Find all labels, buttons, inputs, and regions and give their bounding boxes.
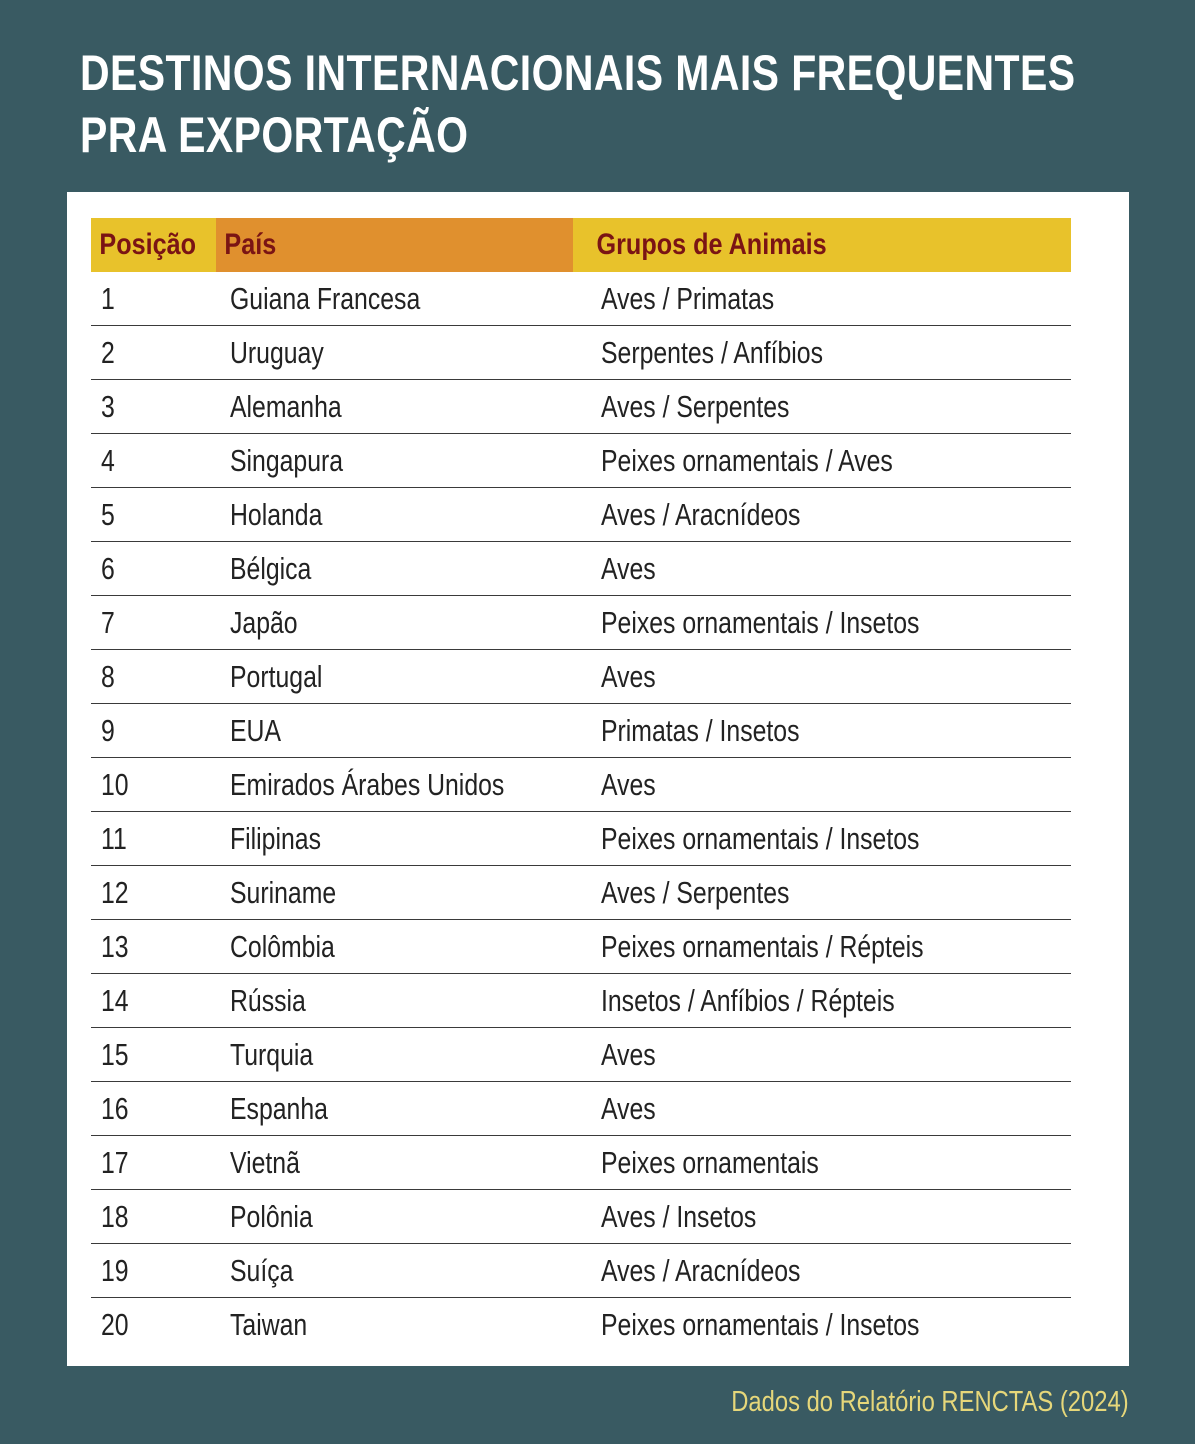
table-row xyxy=(91,434,1071,488)
cell-position: 15 xyxy=(101,1037,129,1072)
cell-position: 16 xyxy=(101,1091,129,1126)
cell-country: Singapura xyxy=(230,443,344,478)
cell-position: 9 xyxy=(101,713,115,748)
cell-groups: Aves xyxy=(601,659,656,694)
cell-groups: Aves / Aracnídeos xyxy=(601,1253,801,1288)
cell-groups: Primatas / Insetos xyxy=(601,713,800,748)
cell-country: Emirados Árabes Unidos xyxy=(230,767,505,802)
cell-country: Holanda xyxy=(230,497,323,532)
source-note: Dados do Relatório RENCTAS (2024) xyxy=(731,1386,1129,1418)
cell-country: Guiana Francesa xyxy=(230,281,421,316)
cell-country: Bélgica xyxy=(230,551,312,586)
cell-groups: Aves xyxy=(601,1091,656,1126)
destinations-table xyxy=(91,218,1071,1351)
table-row xyxy=(91,812,1071,866)
cell-country: EUA xyxy=(230,713,281,748)
cell-country: Vietnã xyxy=(230,1145,300,1180)
header-position: Posição xyxy=(91,218,216,272)
cell-position: 1 xyxy=(101,281,115,316)
cell-position: 12 xyxy=(101,875,129,910)
cell-position: 20 xyxy=(101,1307,129,1342)
cell-country: Polônia xyxy=(230,1199,313,1234)
page-title xyxy=(80,42,1076,166)
cell-groups: Aves / Aracnídeos xyxy=(601,497,801,532)
title-line-1: DESTINOS INTERNACIONAIS MAIS FREQUENTES xyxy=(80,45,1076,101)
cell-position: 11 xyxy=(101,821,127,856)
cell-position: 18 xyxy=(101,1199,129,1234)
cell-groups: Peixes ornamentais xyxy=(601,1145,819,1180)
cell-country: Rússia xyxy=(230,983,306,1018)
cell-country: Suriname xyxy=(230,875,337,910)
table-body xyxy=(91,272,1071,1351)
cell-groups: Peixes ornamentais / Aves xyxy=(601,443,893,478)
cell-country: Colômbia xyxy=(230,929,335,964)
cell-position: 14 xyxy=(101,983,129,1018)
table-row xyxy=(91,542,1071,596)
cell-position: 19 xyxy=(101,1253,129,1288)
table-row xyxy=(91,974,1071,1028)
table-card xyxy=(67,192,1129,1366)
cell-country: Portugal xyxy=(230,659,323,694)
table-row xyxy=(91,1244,1071,1298)
table-row xyxy=(91,1028,1071,1082)
cell-groups: Aves / Serpentes xyxy=(601,389,790,424)
cell-country: Taiwan xyxy=(230,1307,308,1342)
table-row xyxy=(91,920,1071,974)
table-row xyxy=(91,650,1071,704)
table-row xyxy=(91,380,1071,434)
cell-groups: Aves / Serpentes xyxy=(601,875,790,910)
table-header xyxy=(91,218,1071,272)
cell-groups: Peixes ornamentais / Insetos xyxy=(601,605,920,640)
table-row xyxy=(91,866,1071,920)
table-row xyxy=(91,1190,1071,1244)
table-row xyxy=(91,758,1071,812)
cell-groups: Aves xyxy=(601,1037,656,1072)
header-country: País xyxy=(216,218,573,272)
cell-position: 10 xyxy=(101,767,129,802)
cell-position: 17 xyxy=(101,1145,129,1180)
cell-groups: Serpentes / Anfíbios xyxy=(601,335,823,370)
cell-position: 2 xyxy=(101,335,115,370)
cell-position: 3 xyxy=(101,389,115,424)
cell-position: 4 xyxy=(101,443,115,478)
header-groups: Grupos de Animais xyxy=(573,218,1071,272)
cell-country: Suíça xyxy=(230,1253,294,1288)
cell-position: 5 xyxy=(101,497,115,532)
cell-groups: Insetos / Anfíbios / Répteis xyxy=(601,983,895,1018)
cell-country: Espanha xyxy=(230,1091,328,1126)
cell-position: 8 xyxy=(101,659,115,694)
cell-country: Turquia xyxy=(230,1037,314,1072)
cell-groups: Aves xyxy=(601,551,656,586)
table-row xyxy=(91,704,1071,758)
cell-country: Japão xyxy=(230,605,298,640)
cell-country: Alemanha xyxy=(230,389,342,424)
cell-groups: Peixes ornamentais / Insetos xyxy=(601,821,920,856)
cell-country: Filipinas xyxy=(230,821,321,856)
cell-groups: Peixes ornamentais / Répteis xyxy=(601,929,924,964)
table-row xyxy=(91,326,1071,380)
cell-groups: Peixes ornamentais / Insetos xyxy=(601,1307,920,1342)
table-row xyxy=(91,272,1071,326)
cell-position: 6 xyxy=(101,551,115,586)
table-row xyxy=(91,1082,1071,1136)
cell-position: 7 xyxy=(101,605,115,640)
title-line-2: PRA EXPORTAÇÃO xyxy=(80,107,469,163)
cell-groups: Aves / Primatas xyxy=(601,281,775,316)
cell-position: 13 xyxy=(101,929,129,964)
table-row xyxy=(91,488,1071,542)
cell-country: Uruguay xyxy=(230,335,324,370)
table-row xyxy=(91,1298,1071,1351)
cell-groups: Aves xyxy=(601,767,656,802)
table-row xyxy=(91,596,1071,650)
cell-groups: Aves / Insetos xyxy=(601,1199,757,1234)
table-row xyxy=(91,1136,1071,1190)
